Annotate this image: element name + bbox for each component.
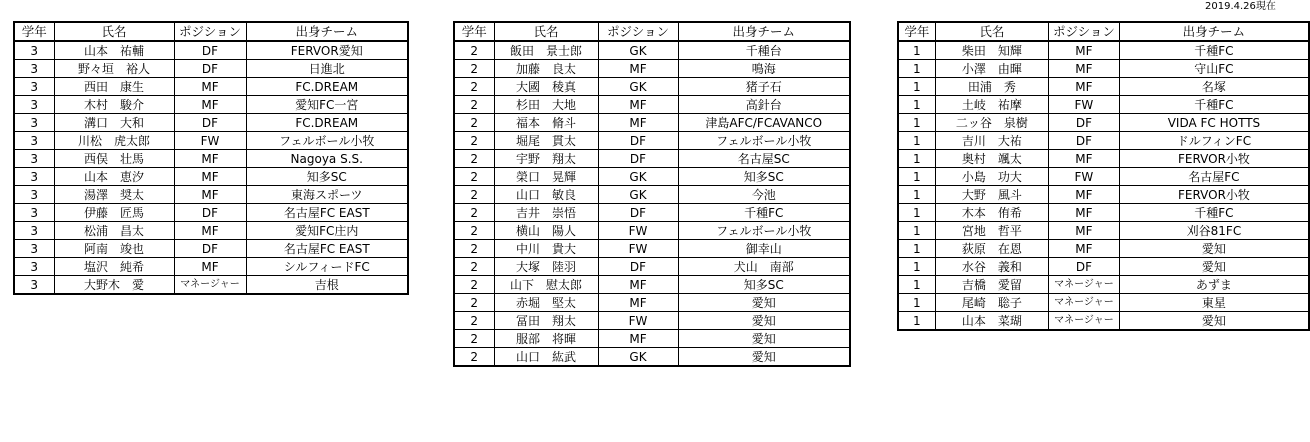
name-cell: 奥村 颯太 xyxy=(935,150,1048,168)
table-row xyxy=(898,276,1309,294)
column-header-name: 氏名 xyxy=(54,22,174,41)
origin-team-cell: 愛知 xyxy=(678,294,850,312)
name-cell: 松浦 昌太 xyxy=(54,222,174,240)
table-row xyxy=(14,114,408,132)
origin-team-cell: フェルボール小牧 xyxy=(678,132,850,150)
table-row xyxy=(898,240,1309,258)
position-cell: DF xyxy=(174,204,246,222)
table-row xyxy=(898,41,1309,60)
column-header-position: ポジション xyxy=(598,22,678,41)
table-row xyxy=(898,150,1309,168)
position-cell: GK xyxy=(598,186,678,204)
position-cell: マネージャー xyxy=(1048,312,1119,331)
name-cell: 冨田 翔太 xyxy=(494,312,598,330)
grade-cell: 1 xyxy=(898,186,935,204)
name-cell: 柴田 知輝 xyxy=(935,41,1048,60)
position-cell: MF xyxy=(174,78,246,96)
name-cell: 二ッ谷 泉樹 xyxy=(935,114,1048,132)
origin-team-cell: 猪子石 xyxy=(678,78,850,96)
name-cell: 野々垣 裕人 xyxy=(54,60,174,78)
date-note: 2019.4.26現在 xyxy=(1205,1,1276,12)
name-cell: 山下 慰太郎 xyxy=(494,276,598,294)
origin-team-cell: 愛知 xyxy=(678,330,850,348)
position-cell: マネージャー xyxy=(1048,294,1119,312)
grade-cell: 3 xyxy=(14,258,54,276)
roster-table-grade-1 xyxy=(897,21,1310,331)
position-cell: DF xyxy=(174,60,246,78)
position-cell: FW xyxy=(598,240,678,258)
origin-team-cell: 愛知FC一宮 xyxy=(246,96,408,114)
grade-cell: 2 xyxy=(454,330,494,348)
origin-team-cell: 高針台 xyxy=(678,96,850,114)
position-cell: DF xyxy=(174,240,246,258)
table-row xyxy=(898,96,1309,114)
grade-cell: 1 xyxy=(898,168,935,186)
column-header-grade: 学年 xyxy=(14,22,54,41)
grade-cell: 2 xyxy=(454,168,494,186)
name-cell: 吉川 大祐 xyxy=(935,132,1048,150)
origin-team-cell: 名塚 xyxy=(1119,78,1309,96)
origin-team-cell: 名古屋FC EAST xyxy=(246,204,408,222)
origin-team-cell: 知多SC xyxy=(678,276,850,294)
grade-cell: 2 xyxy=(454,96,494,114)
name-cell: 小澤 由暉 xyxy=(935,60,1048,78)
column-header-name: 氏名 xyxy=(494,22,598,41)
name-cell: 木本 侑希 xyxy=(935,204,1048,222)
grade-cell: 1 xyxy=(898,204,935,222)
position-cell: FW xyxy=(1048,168,1119,186)
name-cell: 田浦 秀 xyxy=(935,78,1048,96)
position-cell: FW xyxy=(1048,96,1119,114)
table-row xyxy=(14,168,408,186)
table-row xyxy=(898,312,1309,331)
position-cell: FW xyxy=(174,132,246,150)
table-row xyxy=(454,41,850,60)
table-row xyxy=(14,276,408,295)
position-cell: DF xyxy=(1048,132,1119,150)
table-row xyxy=(898,132,1309,150)
grade-cell: 3 xyxy=(14,78,54,96)
name-cell: 西田 康生 xyxy=(54,78,174,96)
origin-team-cell: 千種FC xyxy=(1119,96,1309,114)
table-row xyxy=(14,240,408,258)
name-cell: 榮口 晃輝 xyxy=(494,168,598,186)
origin-team-cell: FERVOR小牧 xyxy=(1119,186,1309,204)
origin-team-cell: 千種FC xyxy=(1119,204,1309,222)
grade-cell: 1 xyxy=(898,150,935,168)
table-row xyxy=(14,150,408,168)
origin-team-cell: 東星 xyxy=(1119,294,1309,312)
position-cell: DF xyxy=(174,114,246,132)
name-cell: 土岐 祐摩 xyxy=(935,96,1048,114)
origin-team-cell: 千種FC xyxy=(678,204,850,222)
origin-team-cell: 守山FC xyxy=(1119,60,1309,78)
origin-team-cell: FERVOR小牧 xyxy=(1119,150,1309,168)
table-header-row xyxy=(14,22,408,41)
grade-cell: 2 xyxy=(454,258,494,276)
name-cell: 吉橋 愛留 xyxy=(935,276,1048,294)
position-cell: MF xyxy=(1048,150,1119,168)
table-row xyxy=(454,114,850,132)
position-cell: GK xyxy=(598,78,678,96)
name-cell: 堀尾 貫太 xyxy=(494,132,598,150)
position-cell: DF xyxy=(1048,114,1119,132)
grade-cell: 2 xyxy=(454,41,494,60)
roster-table-grade-3 xyxy=(13,21,409,295)
origin-team-cell: 愛知FC庄内 xyxy=(246,222,408,240)
table-row xyxy=(898,258,1309,276)
name-cell: 山口 敏良 xyxy=(494,186,598,204)
position-cell: MF xyxy=(598,330,678,348)
origin-team-cell: VIDA FC HOTTS xyxy=(1119,114,1309,132)
position-cell: MF xyxy=(1048,186,1119,204)
table-row xyxy=(454,60,850,78)
grade-cell: 2 xyxy=(454,60,494,78)
origin-team-cell: Nagoya S.S. xyxy=(246,150,408,168)
position-cell: MF xyxy=(598,96,678,114)
grade-cell: 2 xyxy=(454,114,494,132)
grade-cell: 2 xyxy=(454,204,494,222)
table-row xyxy=(14,222,408,240)
position-cell: MF xyxy=(1048,60,1119,78)
table-row xyxy=(898,78,1309,96)
table-row xyxy=(14,258,408,276)
origin-team-cell: 犬山 南部 xyxy=(678,258,850,276)
grade-cell: 3 xyxy=(14,276,54,295)
table-row xyxy=(898,114,1309,132)
grade-cell: 3 xyxy=(14,96,54,114)
origin-team-cell: 名古屋SC xyxy=(678,150,850,168)
grade-cell: 3 xyxy=(14,186,54,204)
position-cell: マネージャー xyxy=(1048,276,1119,294)
column-header-origin-team: 出身チーム xyxy=(678,22,850,41)
grade-cell: 3 xyxy=(14,222,54,240)
origin-team-cell: 愛知 xyxy=(1119,312,1309,331)
grade-cell: 3 xyxy=(14,204,54,222)
origin-team-cell: 愛知 xyxy=(1119,258,1309,276)
origin-team-cell: 日進北 xyxy=(246,60,408,78)
table-row xyxy=(454,204,850,222)
origin-team-cell: フェルボール小牧 xyxy=(246,132,408,150)
name-cell: 宇野 翔太 xyxy=(494,150,598,168)
position-cell: MF xyxy=(174,168,246,186)
table-row xyxy=(898,168,1309,186)
name-cell: 福本 脩斗 xyxy=(494,114,598,132)
table-row xyxy=(14,204,408,222)
grade-cell: 2 xyxy=(454,222,494,240)
grade-cell: 3 xyxy=(14,150,54,168)
origin-team-cell: 名古屋FC xyxy=(1119,168,1309,186)
name-cell: 吉井 崇悟 xyxy=(494,204,598,222)
name-cell: 湯澤 奨太 xyxy=(54,186,174,204)
position-cell: DF xyxy=(598,258,678,276)
position-cell: MF xyxy=(174,150,246,168)
grade-cell: 2 xyxy=(454,294,494,312)
table-row xyxy=(14,132,408,150)
column-header-position: ポジション xyxy=(174,22,246,41)
origin-team-cell: 千種台 xyxy=(678,41,850,60)
origin-team-cell: 愛知 xyxy=(678,312,850,330)
name-cell: 大野 風斗 xyxy=(935,186,1048,204)
grade-cell: 3 xyxy=(14,168,54,186)
origin-team-cell: 刈谷81FC xyxy=(1119,222,1309,240)
position-cell: MF xyxy=(598,276,678,294)
position-cell: GK xyxy=(598,41,678,60)
name-cell: 尾崎 聡子 xyxy=(935,294,1048,312)
column-header-origin-team: 出身チーム xyxy=(246,22,408,41)
origin-team-cell: 名古屋FC EAST xyxy=(246,240,408,258)
grade-cell: 1 xyxy=(898,132,935,150)
table-row xyxy=(454,168,850,186)
roster-table-grade-2 xyxy=(453,21,851,367)
table-row xyxy=(454,150,850,168)
table-row xyxy=(898,222,1309,240)
grade-cell: 1 xyxy=(898,240,935,258)
origin-team-cell: FERVOR愛知 xyxy=(246,41,408,60)
table-row xyxy=(14,186,408,204)
origin-team-cell: フェルボール小牧 xyxy=(678,222,850,240)
table-row xyxy=(14,60,408,78)
grade-cell: 1 xyxy=(898,114,935,132)
origin-team-cell: シルフィードFC xyxy=(246,258,408,276)
position-cell: MF xyxy=(174,186,246,204)
origin-team-cell: ドルフィンFC xyxy=(1119,132,1309,150)
name-cell: 山本 菜瑚 xyxy=(935,312,1048,331)
origin-team-cell: 鳴海 xyxy=(678,60,850,78)
table-row xyxy=(454,348,850,367)
table-row xyxy=(454,294,850,312)
column-header-position: ポジション xyxy=(1048,22,1119,41)
position-cell: GK xyxy=(598,348,678,367)
grade-cell: 1 xyxy=(898,294,935,312)
name-cell: 加藤 良太 xyxy=(494,60,598,78)
name-cell: 服部 将暉 xyxy=(494,330,598,348)
name-cell: 山本 祐輔 xyxy=(54,41,174,60)
column-header-name: 氏名 xyxy=(935,22,1048,41)
origin-team-cell: 千種FC xyxy=(1119,41,1309,60)
table-row xyxy=(14,41,408,60)
position-cell: MF xyxy=(174,96,246,114)
name-cell: 伊藤 匠馬 xyxy=(54,204,174,222)
table-row xyxy=(14,78,408,96)
grade-cell: 3 xyxy=(14,114,54,132)
table-row xyxy=(454,312,850,330)
name-cell: 赤堀 堅太 xyxy=(494,294,598,312)
origin-team-cell: 知多SC xyxy=(678,168,850,186)
name-cell: 杉田 大地 xyxy=(494,96,598,114)
column-header-grade: 学年 xyxy=(898,22,935,41)
column-header-grade: 学年 xyxy=(454,22,494,41)
origin-team-cell: 津島AFC/FCAVANCO xyxy=(678,114,850,132)
table-row xyxy=(454,222,850,240)
position-cell: MF xyxy=(598,294,678,312)
grade-cell: 1 xyxy=(898,96,935,114)
name-cell: 宮地 哲平 xyxy=(935,222,1048,240)
name-cell: 木村 駿介 xyxy=(54,96,174,114)
position-cell: GK xyxy=(598,168,678,186)
grade-cell: 2 xyxy=(454,348,494,367)
name-cell: 飯田 景士郎 xyxy=(494,41,598,60)
table-header-row xyxy=(454,22,850,41)
name-cell: 大國 稜真 xyxy=(494,78,598,96)
name-cell: 山口 紘武 xyxy=(494,348,598,367)
name-cell: 西俣 壮馬 xyxy=(54,150,174,168)
grade-cell: 1 xyxy=(898,222,935,240)
table-row xyxy=(898,186,1309,204)
grade-cell: 2 xyxy=(454,78,494,96)
name-cell: 水谷 義和 xyxy=(935,258,1048,276)
table-row xyxy=(454,186,850,204)
table-row xyxy=(454,96,850,114)
name-cell: 溝口 大和 xyxy=(54,114,174,132)
origin-team-cell: 愛知 xyxy=(1119,240,1309,258)
table-row xyxy=(454,132,850,150)
table-row xyxy=(454,330,850,348)
origin-team-cell: 東海スポーツ xyxy=(246,186,408,204)
name-cell: 中川 貴大 xyxy=(494,240,598,258)
origin-team-cell: あずま xyxy=(1119,276,1309,294)
grade-cell: 1 xyxy=(898,312,935,331)
grade-cell: 1 xyxy=(898,41,935,60)
grade-cell: 2 xyxy=(454,186,494,204)
position-cell: MF xyxy=(1048,240,1119,258)
position-cell: MF xyxy=(174,258,246,276)
grade-cell: 2 xyxy=(454,276,494,294)
position-cell: DF xyxy=(598,150,678,168)
table-header-row xyxy=(898,22,1309,41)
position-cell: マネージャー xyxy=(174,276,246,295)
table-row xyxy=(14,96,408,114)
position-cell: MF xyxy=(1048,222,1119,240)
position-cell: FW xyxy=(598,222,678,240)
position-cell: MF xyxy=(598,60,678,78)
name-cell: 塩沢 純希 xyxy=(54,258,174,276)
position-cell: DF xyxy=(174,41,246,60)
grade-cell: 1 xyxy=(898,258,935,276)
grade-cell: 2 xyxy=(454,132,494,150)
origin-team-cell: FC.DREAM xyxy=(246,114,408,132)
grade-cell: 1 xyxy=(898,78,935,96)
position-cell: MF xyxy=(1048,78,1119,96)
table-row xyxy=(454,258,850,276)
position-cell: FW xyxy=(598,312,678,330)
position-cell: DF xyxy=(598,204,678,222)
name-cell: 小島 功大 xyxy=(935,168,1048,186)
origin-team-cell: 吉根 xyxy=(246,276,408,295)
position-cell: MF xyxy=(598,114,678,132)
table-row xyxy=(898,294,1309,312)
grade-cell: 1 xyxy=(898,60,935,78)
table-row xyxy=(454,276,850,294)
grade-cell: 3 xyxy=(14,60,54,78)
name-cell: 大塚 陸羽 xyxy=(494,258,598,276)
grade-cell: 2 xyxy=(454,312,494,330)
position-cell: MF xyxy=(1048,204,1119,222)
name-cell: 大野木 愛 xyxy=(54,276,174,295)
table-row xyxy=(898,204,1309,222)
origin-team-cell: 今池 xyxy=(678,186,850,204)
name-cell: 横山 陽人 xyxy=(494,222,598,240)
origin-team-cell: 御幸山 xyxy=(678,240,850,258)
grade-cell: 3 xyxy=(14,132,54,150)
origin-team-cell: FC.DREAM xyxy=(246,78,408,96)
grade-cell: 1 xyxy=(898,276,935,294)
position-cell: MF xyxy=(1048,41,1119,60)
grade-cell: 3 xyxy=(14,41,54,60)
origin-team-cell: 愛知 xyxy=(678,348,850,367)
column-header-origin-team: 出身チーム xyxy=(1119,22,1309,41)
grade-cell: 2 xyxy=(454,240,494,258)
origin-team-cell: 知多SC xyxy=(246,168,408,186)
table-row xyxy=(454,240,850,258)
name-cell: 荻原 在恩 xyxy=(935,240,1048,258)
grade-cell: 3 xyxy=(14,240,54,258)
name-cell: 山本 恵汐 xyxy=(54,168,174,186)
position-cell: DF xyxy=(1048,258,1119,276)
table-row xyxy=(898,60,1309,78)
table-row xyxy=(454,78,850,96)
name-cell: 川松 虎太郎 xyxy=(54,132,174,150)
position-cell: MF xyxy=(174,222,246,240)
name-cell: 阿南 竣也 xyxy=(54,240,174,258)
grade-cell: 2 xyxy=(454,150,494,168)
position-cell: DF xyxy=(598,132,678,150)
